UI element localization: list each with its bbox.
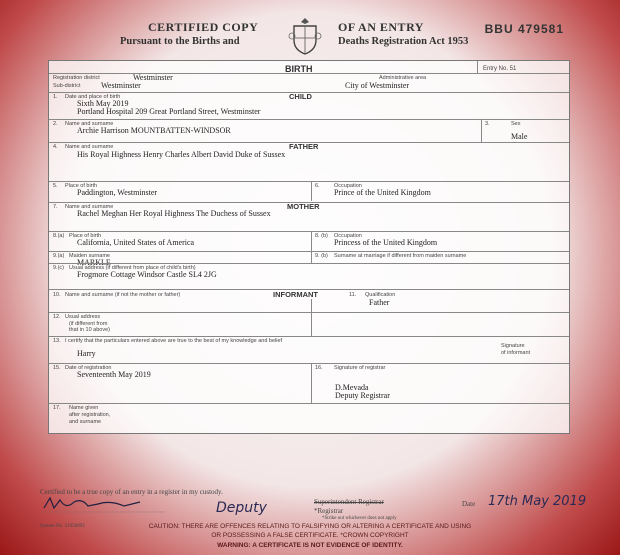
entry-number: Entry No. 51 (483, 66, 517, 72)
field-number-8a: 8.(a) (53, 233, 65, 239)
system-number: System No. 51956093 (40, 524, 85, 529)
signature-label-2: of informant (501, 350, 531, 356)
father-pob: Paddington, Westminster (77, 188, 158, 197)
name-given-label-1: Name given (69, 405, 99, 411)
child-sex: Male (511, 132, 528, 141)
dob-label: Date and place of birth (65, 94, 121, 100)
field-number-13: 13. (53, 338, 61, 344)
admin-area-value: City of Westminster (345, 81, 410, 90)
section-mother: MOTHER (287, 202, 320, 211)
warning-line: WARNING: A CERTIFICATE IS NOT EVIDENCE OF IDENTITY. (217, 542, 403, 549)
registrar-signature-label: Signature of registrar (334, 365, 386, 371)
deputy-handwritten: Deputy (216, 500, 267, 516)
mother-name: Rachel Meghan Her Royal Highness The Duchess of Sussex (77, 209, 271, 218)
field-number-11: 11. (349, 292, 357, 298)
name-given-label-2: after registration, (69, 412, 111, 418)
mother-pob: California, United States of America (77, 238, 195, 247)
section-child: CHILD (289, 92, 312, 101)
date-label: Date (462, 500, 476, 508)
informant-address-label-3: that in 10 above) (69, 327, 110, 333)
caution-line-1: CAUTION: THERE ARE OFFENCES RELATING TO FALSIFYING OR ALTERING A CERTIFICATE AND USING (148, 523, 472, 530)
field-number-5: 5. (53, 183, 58, 189)
certificate-form (48, 60, 570, 434)
name-given-label-3: and surname (69, 419, 102, 425)
registrar-name: D.Mevada (335, 383, 369, 392)
mother-occupation-label: Occupation (334, 233, 362, 239)
caution-line-2: OR POSSESSING A FALSE CERTIFICATE. *CROWN COPYRIGHT (211, 532, 409, 539)
serial-number: BBU 479581 (484, 22, 564, 36)
registration-date-label: Date of registration (65, 365, 112, 371)
informant-signature: Harry (77, 349, 96, 358)
field-number-10: 10. (53, 292, 61, 298)
father-name: His Royal Highness Henry Charles Albert David Duke of Sussex (77, 150, 286, 159)
field-number-6: 6. (315, 183, 320, 189)
section-birth: BIRTH (285, 64, 313, 74)
mother-occupation: Princess of the United Kingdom (334, 238, 438, 247)
header-title-left: CERTIFIED COPY (148, 20, 259, 34)
mother-maiden-surname: MARKLE (77, 258, 111, 267)
sub-district-value: Westminster (101, 81, 141, 90)
registrar-title: Deputy Registrar (335, 391, 390, 400)
field-number-4: 4. (53, 144, 58, 150)
field-number-9c: 9.(c) (53, 265, 64, 271)
informant-name-label: Name and surname (if not the mother or father) (65, 292, 181, 298)
certifier-signature-icon (40, 494, 170, 514)
reg-district-label: Registration district (53, 75, 100, 81)
field-number-2: 2. (53, 121, 58, 127)
header-title-right: OF AN ENTRY (338, 20, 424, 34)
admin-area-label: Administrative area (379, 75, 427, 81)
child-pob: Portland Hospital 209 Great Portland Street, Westminster (77, 107, 261, 116)
certificate-header (0, 14, 620, 64)
informant-qualification: Father (369, 298, 390, 307)
marriage-surname-label: Surname at marriage if different from maiden surname (334, 253, 467, 259)
father-occupation-label: Occupation (334, 183, 362, 189)
field-number-1: 1. (53, 94, 58, 100)
royal-crest-icon (288, 16, 322, 56)
strike-out-note: *Strike out whichever does not apply (322, 516, 397, 521)
registration-date: Seventeenth May 2019 (77, 370, 151, 379)
father-occupation: Prince of the United Kingdom (334, 188, 431, 197)
child-name-label: Name and surname (65, 121, 114, 127)
father-pob-label: Place of birth (65, 183, 98, 189)
field-number-3: 3. (485, 121, 490, 127)
field-number-12: 12. (53, 314, 61, 320)
field-number-16: 16. (315, 365, 323, 371)
section-father: FATHER (289, 142, 319, 151)
field-number-7: 7. (53, 204, 58, 210)
signature-label-1: Signature (501, 343, 525, 349)
section-informant: INFORMANT (273, 290, 318, 299)
sub-district-label: Sub-district (53, 83, 81, 89)
mother-pob-label: Place of birth (69, 233, 102, 239)
field-number-9a: 9.(a) (53, 253, 65, 259)
informant-address-label-2: (if different from (69, 321, 108, 327)
field-number-9b: 9. (b) (315, 253, 328, 259)
usual-address-label: Usual address (if different from place of child's birth) (69, 265, 196, 271)
certified-statement: Certified to be a true copy of an entry in a register in my custody. (40, 488, 223, 496)
qualification-label: Qualification (365, 292, 396, 298)
mother-name-label: Name and surname (65, 204, 114, 210)
informant-address-label-1: Usual address (65, 314, 101, 320)
field-number-8b: 8. (b) (315, 233, 328, 239)
mother-address: Frogmore Cottage Windsor Castle SL4 2JG (77, 270, 217, 279)
field-number-15: 15. (53, 365, 61, 371)
header-subtitle-right: Deaths Registration Act 1953 (338, 36, 469, 47)
father-name-label: Name and surname (65, 144, 114, 150)
superintendent-registrar-struck: Superintendent Registrar (314, 498, 384, 506)
maiden-surname-label: Maiden surname (69, 253, 110, 259)
registrar-label: *Registrar (314, 507, 344, 515)
field-number-17: 17. (53, 405, 61, 411)
date-handwritten: 17th May 2019 (488, 494, 587, 509)
sex-label: Sex (511, 121, 521, 127)
child-dob: Sixth May 2019 (77, 99, 129, 108)
header-subtitle-left: Pursuant to the Births and (120, 36, 240, 47)
certify-statement: I certify that the particulars entered above are true to the best of my knowledge and belief (65, 338, 283, 344)
reg-district-value: Westminster (133, 73, 173, 82)
child-name: Archie Harrison MOUNTBATTEN-WINDSOR (77, 126, 231, 135)
